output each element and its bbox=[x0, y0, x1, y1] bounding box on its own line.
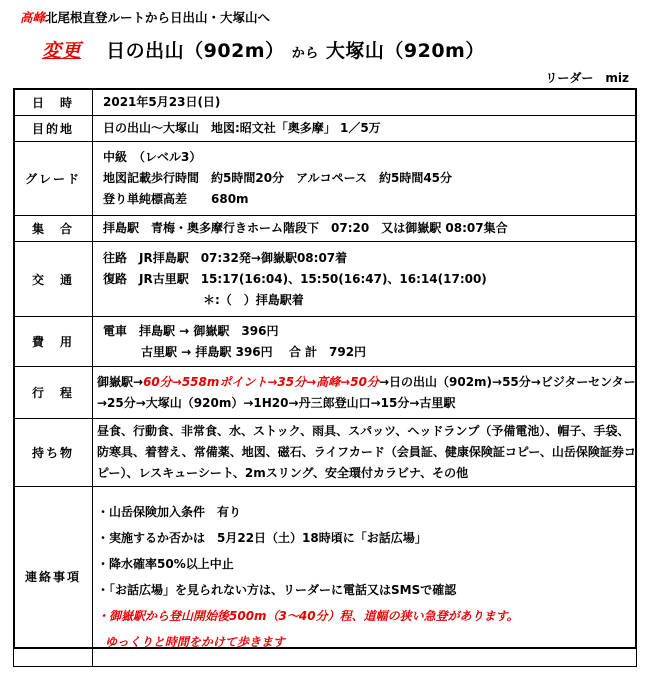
row-dest bbox=[14, 116, 637, 142]
change-label: 変更 bbox=[42, 40, 82, 62]
route-start: 御嶽駅→ bbox=[97, 374, 144, 389]
cost-line-2: 古里駅 → 拝島駅 396円 合 計 792円 bbox=[141, 344, 367, 359]
label-dest: 目的地 bbox=[14, 116, 93, 142]
value-dest: 日の出山～大塚山 地図:昭文社「奥多摩」 1／5万 bbox=[93, 116, 637, 142]
note-warning-2: ゆっくりと時間をかけて歩きます bbox=[105, 634, 285, 649]
row-items bbox=[14, 419, 637, 487]
label-grade: グレード bbox=[14, 142, 93, 216]
note-line-3: ・降水確率50%以上中止 bbox=[97, 556, 234, 571]
subtitle-rest: 北尾根直登ルートから日出山・大塚山へ bbox=[45, 10, 271, 25]
note-line-2: ・実施するか否かは 5月22日（土）18時頃に「お話広場」 bbox=[97, 530, 427, 545]
route-rest: →日の出山（902m)→55分→ビジターセンター→25分→大塚山（920m）→1H20→丹三郎登山口→15分→古里駅 bbox=[97, 374, 636, 410]
title-kara: から bbox=[291, 46, 319, 61]
note-warning-1: ・御嶽駅から登山開始後500m（3～40分）程、道幅の狭い急登があります。 bbox=[97, 608, 519, 623]
value-meet: 拝島駅 青梅・奥多摩行きホーム階段下 07:20 又は御嶽駅 08:07集合 bbox=[93, 216, 637, 242]
transport-line-2: 復路 JR古里駅 15:17(16:04)、15:50(16:47)、16:14(17:00) bbox=[103, 271, 487, 286]
transport-line-1: 往路 JR拝島駅 07:32発→御嶽駅08:07着 bbox=[103, 250, 348, 265]
value-grade bbox=[93, 142, 637, 216]
note-line-4: ・「お話広場」を見られない方は、リーダーに電話又はSMSで確認 bbox=[97, 582, 457, 597]
page-title bbox=[42, 36, 485, 63]
row-transport bbox=[14, 242, 637, 317]
subtitle bbox=[20, 8, 270, 26]
transport-line-3: ＊:（ ）拝島駅着 bbox=[203, 292, 304, 307]
grade-line-1: 中級 （レベル3） bbox=[103, 150, 202, 164]
value-items: 昼食、行動食、非常食、水、ストック、雨具、スパッツ、ヘッドランプ（予備電池）、帽子、手袋、防寒具、着替え、常備薬、地図、磁石、ライフカード（会員証、健康保険証コピー、山岳保険証券コピー）、レスキューシート、2mスリング、安全環付カラビナ、その他 bbox=[93, 419, 637, 487]
title-a: 日の出山（902m） bbox=[106, 40, 285, 62]
label-date: 日 時 bbox=[14, 89, 93, 116]
label-transport: 交 通 bbox=[14, 242, 93, 317]
row-date bbox=[14, 89, 637, 116]
leader-label: リーダー miz bbox=[545, 71, 629, 85]
label-cost: 費 用 bbox=[14, 317, 93, 367]
value-notes bbox=[93, 487, 637, 667]
label-route: 行 程 bbox=[14, 367, 93, 419]
value-cost bbox=[93, 317, 637, 367]
schedule-table bbox=[13, 88, 637, 667]
value-date: 2021年5月23日(日) bbox=[93, 89, 637, 116]
grade-line-2: 地図記載歩行時間 約5時間20分 アルコペース 約5時間45分 bbox=[103, 171, 453, 185]
row-route bbox=[14, 367, 637, 419]
row-meet bbox=[14, 216, 637, 242]
row-cost bbox=[14, 317, 637, 367]
label-items: 持ち物 bbox=[14, 419, 93, 487]
note-line-1: ・山岳保険加入条件 有り bbox=[97, 504, 242, 519]
label-notes: 連絡事項 bbox=[14, 487, 93, 667]
grade-line-3: 登り単純標高差 680m bbox=[103, 192, 249, 206]
value-transport bbox=[93, 242, 637, 317]
cost-line-1: 電車 拝島駅 → 御嶽駅 396円 bbox=[103, 323, 279, 338]
row-notes bbox=[14, 487, 637, 667]
route-changed-segment: 60分→558mポイント→35分→高峰→50分 bbox=[143, 374, 379, 389]
label-meet: 集 合 bbox=[14, 216, 93, 242]
value-route bbox=[93, 367, 637, 419]
subtitle-red: 高峰 bbox=[20, 10, 46, 25]
row-grade bbox=[14, 142, 637, 216]
title-b: 大塚山（920m） bbox=[325, 40, 485, 62]
